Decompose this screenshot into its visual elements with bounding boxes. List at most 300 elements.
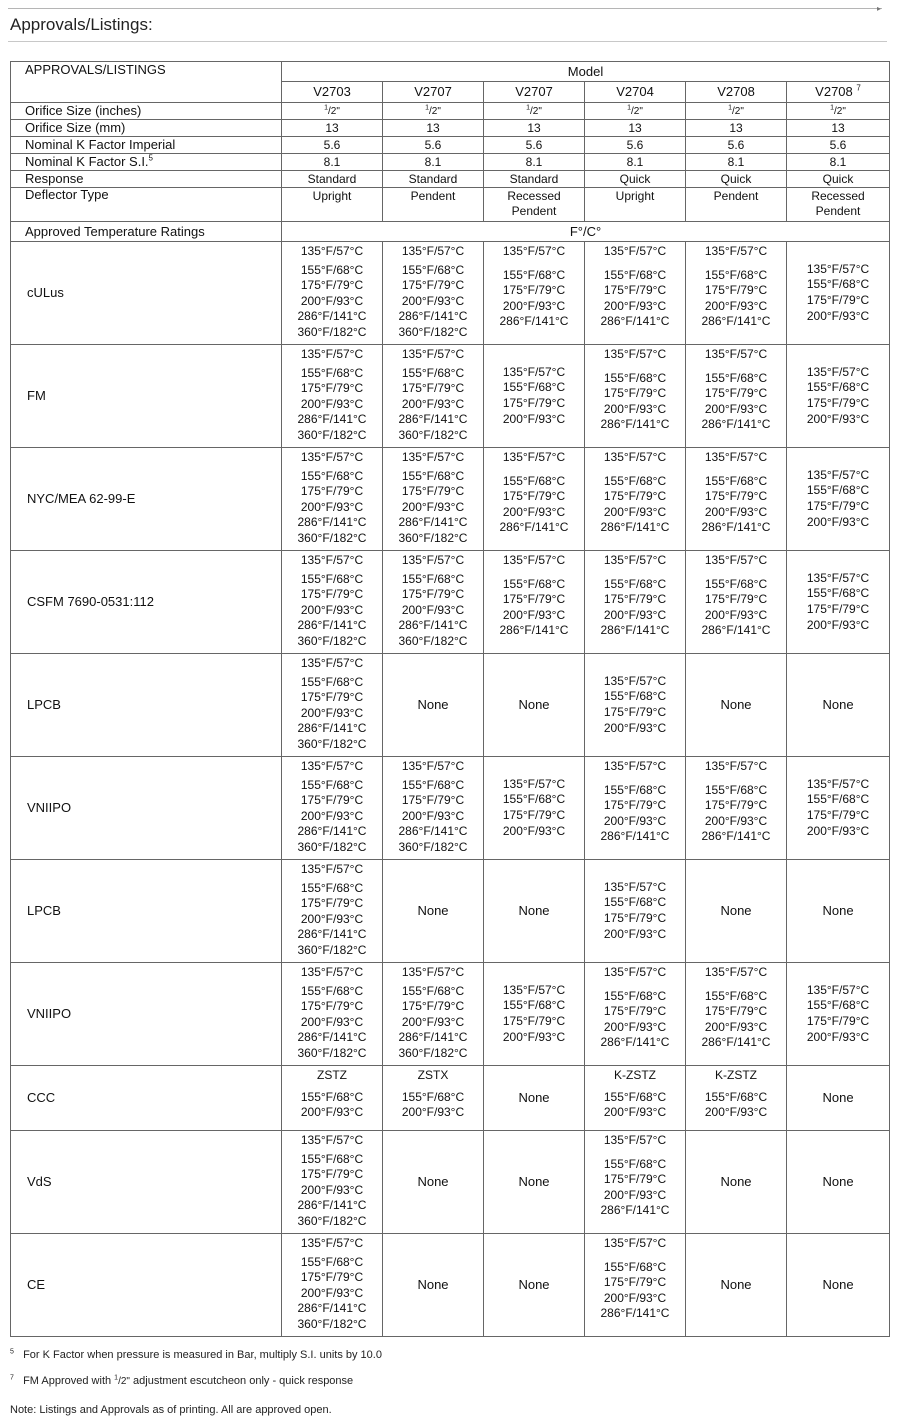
rating-temp: 155°F/68°C (300, 777, 364, 792)
rating-temp: 155°F/68°C (704, 267, 768, 282)
rating-list (702, 553, 771, 639)
spec-value-text: 8.1 (323, 155, 341, 169)
rating-temp: 200°F/93°C (502, 607, 566, 622)
rating-temp: 135°F/57°C (502, 982, 566, 997)
spec-value (282, 137, 383, 154)
orifice-fraction-num: 1 (830, 104, 835, 112)
rating-top: 135°F/57°C (300, 1236, 364, 1250)
rating-temp: 155°F/68°C (704, 370, 768, 385)
rating-temp: 360°F/182°C (398, 324, 468, 339)
rating-temp: 200°F/93°C (401, 808, 465, 823)
rating-cell (787, 860, 890, 963)
rating-spacer (702, 775, 771, 783)
rating-cell (484, 1066, 585, 1131)
spec-value (585, 137, 686, 154)
rating-temp: 175°F/79°C (300, 587, 364, 602)
rating-spacer (500, 260, 569, 268)
rating-temp: 155°F/68°C (502, 380, 566, 395)
spec-value (787, 171, 890, 188)
rating-temp: 155°F/68°C (603, 576, 667, 591)
rating-list (705, 1068, 767, 1121)
rating-list (399, 759, 468, 856)
spec-value (282, 103, 383, 120)
rating-list (822, 1277, 853, 1293)
rating-list (417, 903, 448, 919)
rating-temp: 175°F/79°C (806, 499, 870, 513)
rating-list (298, 1133, 367, 1230)
rating-temp: 200°F/93°C (806, 617, 870, 632)
spec-label-footnote-mark: 5 (148, 153, 153, 163)
rating-temp: 175°F/79°C (502, 396, 566, 410)
rating-cell (383, 345, 484, 448)
rating-temp: 286°F/141°C (600, 1035, 670, 1050)
rating-cell (585, 1066, 686, 1131)
rating-cell (383, 1131, 484, 1234)
rating-temp: 200°F/93°C (704, 813, 768, 828)
spec-value-text: 13 (831, 121, 845, 135)
rating-temp: 175°F/79°C (401, 278, 465, 293)
rating-cell (585, 860, 686, 963)
rating-list (601, 244, 670, 330)
rating-temp: 175°F/79°C (806, 1014, 870, 1028)
approval-row (11, 860, 890, 963)
spec-value (585, 120, 686, 137)
rating-list (298, 1236, 367, 1333)
rating-temp: 135°F/57°C (806, 776, 870, 791)
rating-none: None (417, 1174, 449, 1190)
spec-value (585, 103, 686, 120)
spec-value (282, 171, 383, 188)
spec-label (11, 120, 282, 137)
rating-list (417, 697, 448, 713)
rating-temp: 286°F/141°C (701, 417, 771, 432)
rating-list (807, 571, 869, 633)
rating-temp: 175°F/79°C (401, 793, 465, 808)
rating-list (604, 674, 666, 736)
spec-label (11, 103, 282, 120)
rating-temp: 200°F/93°C (603, 401, 667, 416)
rating-none: None (822, 903, 854, 919)
rating-cell (585, 963, 686, 1066)
rating-temp: 175°F/79°C (401, 484, 465, 499)
rating-list (518, 903, 549, 919)
rating-cell (585, 1234, 686, 1337)
spec-value (686, 188, 787, 222)
rating-temp: 360°F/182°C (297, 736, 367, 751)
rating-list (601, 347, 670, 433)
rating-list (301, 1068, 363, 1121)
rating-list (601, 553, 670, 639)
spec-value-text: 8.1 (727, 155, 745, 169)
rating-list (298, 450, 367, 547)
spec-value (282, 188, 383, 222)
orifice-fraction: $^1$/2" (627, 104, 643, 117)
approval-row (11, 345, 890, 448)
rating-list (807, 983, 869, 1045)
rating-top: 135°F/57°C (603, 1133, 667, 1147)
spec-value-text: 5.6 (727, 138, 745, 152)
rating-temp: 155°F/68°C (502, 267, 566, 282)
rating-temp: 286°F/141°C (398, 618, 468, 633)
rating-temp: 135°F/57°C (806, 570, 870, 585)
rating-temp: 200°F/93°C (603, 720, 667, 735)
rating-temp: 360°F/182°C (398, 1045, 468, 1060)
rating-list (807, 777, 869, 839)
rating-temp: 175°F/79°C (300, 484, 364, 499)
orifice-fraction: $^1$/2" (324, 104, 340, 117)
rating-temp: 200°F/93°C (704, 401, 768, 416)
rating-top: K-ZSTZ (613, 1068, 656, 1082)
rating-list (822, 903, 853, 919)
model-name-text: V2708 (815, 84, 853, 99)
agency-name: NYC/MEA 62-99-E (11, 448, 282, 551)
spec-value (585, 188, 686, 222)
spec-value (585, 154, 686, 171)
rating-temp: 175°F/79°C (502, 489, 566, 504)
rating-temp: 135°F/57°C (502, 776, 566, 791)
rating-temp: 200°F/93°C (806, 1029, 870, 1044)
rating-temp: 175°F/79°C (300, 690, 364, 705)
rating-temp: 135°F/57°C (806, 982, 870, 997)
rating-cell (585, 654, 686, 757)
rating-temp: 286°F/141°C (297, 927, 367, 942)
rating-temp: 200°F/93°C (300, 1182, 364, 1197)
rating-cell (383, 242, 484, 345)
spec-value-text: 13 (426, 121, 440, 135)
spec-value (787, 103, 890, 120)
spec-value (787, 137, 890, 154)
rating-top: 135°F/57°C (300, 759, 364, 773)
spec-value-text: Quick (720, 172, 752, 186)
agency-name: cULus (11, 242, 282, 345)
spec-value-text: 8.1 (829, 155, 847, 169)
footnote-text-after: adjustment escutcheon only - quick response (129, 1375, 354, 1387)
rating-cell (787, 757, 890, 860)
rating-temp: 200°F/93°C (603, 607, 667, 622)
footnote-fraction-den: 2" (120, 1376, 130, 1387)
rating-temp: 360°F/182°C (297, 324, 367, 339)
spec-value (383, 171, 484, 188)
rating-temp: 175°F/79°C (300, 278, 364, 293)
top-rule-arrow-icon: ▸ (877, 4, 882, 13)
rating-temp: 200°F/93°C (300, 293, 364, 308)
rating-list (402, 1068, 464, 1121)
rating-none: None (518, 1277, 550, 1293)
rating-temp: 175°F/79°C (806, 602, 870, 616)
rating-temp: 200°F/93°C (300, 911, 364, 926)
rating-temp: 175°F/79°C (603, 798, 667, 813)
rating-temp: 200°F/93°C (300, 705, 364, 720)
footnote-fraction: $^1$/2" (114, 1374, 130, 1387)
rating-temp: 155°F/68°C (300, 571, 364, 586)
model-name-text: V2703 (313, 84, 351, 99)
rating-top: 135°F/57°C (603, 965, 667, 979)
rating-list (702, 965, 771, 1051)
spec-value (686, 137, 787, 154)
spec-label-text: Nominal K Factor S.I. (25, 154, 149, 169)
rating-list (500, 553, 569, 639)
rating-cell (585, 242, 686, 345)
rating-temp: 286°F/141°C (701, 314, 771, 329)
rating-list (503, 777, 565, 839)
rating-top: 135°F/57°C (603, 347, 667, 361)
rating-cell (787, 1234, 890, 1337)
rating-temp: 200°F/93°C (300, 1014, 364, 1029)
rating-temp: 175°F/79°C (704, 386, 768, 401)
rating-top: 135°F/57°C (603, 759, 667, 773)
rating-cell (282, 1066, 383, 1131)
rating-temp: 286°F/141°C (600, 417, 670, 432)
approval-row (11, 963, 890, 1066)
rating-temp: 175°F/79°C (502, 592, 566, 607)
spec-value-text: Standard (408, 172, 458, 186)
spec-value (686, 103, 787, 120)
rating-list (518, 1090, 549, 1106)
model-name-text: V2707 (414, 84, 452, 99)
spec-label-text: Deflector Type (25, 187, 109, 202)
rating-list (399, 965, 468, 1062)
rating-temp: 155°F/68°C (806, 586, 870, 601)
rating-cell (686, 448, 787, 551)
rating-temp: 175°F/79°C (603, 489, 667, 504)
rating-temp: 200°F/93°C (603, 813, 667, 828)
model-name-text: V2704 (616, 84, 654, 99)
rating-cell (585, 1131, 686, 1234)
rating-cell (686, 551, 787, 654)
rating-temp: 135°F/57°C (603, 879, 667, 894)
approval-row (11, 551, 890, 654)
rating-temp: 360°F/182°C (297, 530, 367, 545)
spec-value (686, 171, 787, 188)
rating-cell (686, 963, 787, 1066)
temp-header-row (11, 222, 890, 242)
rating-none: None (822, 1277, 854, 1293)
spec-value (484, 188, 585, 222)
rating-cell (686, 860, 787, 963)
footnote-5 (10, 1349, 382, 1361)
rating-none: None (720, 1174, 752, 1190)
rating-list (298, 347, 367, 444)
rating-temp: 175°F/79°C (806, 808, 870, 822)
rating-cell (484, 757, 585, 860)
spec-value-text: 8.1 (525, 155, 543, 169)
rating-cell (686, 345, 787, 448)
rating-temp: 155°F/68°C (300, 1151, 364, 1166)
rating-temp: 286°F/141°C (297, 824, 367, 839)
spec-value (787, 188, 890, 222)
rating-top: 135°F/57°C (603, 1236, 667, 1250)
rating-spacer (702, 466, 771, 474)
rating-temp: 286°F/141°C (297, 515, 367, 530)
rating-temp: 200°F/93°C (704, 1105, 768, 1120)
rating-temp: 200°F/93°C (704, 504, 768, 519)
agency-name: FM (11, 345, 282, 448)
rating-temp: 286°F/141°C (297, 1030, 367, 1045)
rating-temp: 175°F/79°C (300, 381, 364, 396)
spec-label-text: Orifice Size (inches) (25, 103, 142, 118)
rating-temp: 155°F/68°C (300, 1089, 364, 1104)
spec-value (484, 137, 585, 154)
rating-list (807, 365, 869, 427)
rating-temp: 155°F/68°C (603, 988, 667, 1003)
rating-cell (484, 654, 585, 757)
rating-top: 135°F/57°C (704, 244, 768, 258)
rating-temp: 155°F/68°C (603, 267, 667, 282)
rating-list (601, 1236, 670, 1322)
rating-cell (787, 242, 890, 345)
rating-top: 135°F/57°C (603, 244, 667, 258)
rating-top: 135°F/57°C (401, 450, 465, 464)
temp-header-label: Approved Temperature Ratings (11, 222, 282, 242)
rating-temp: 200°F/93°C (502, 1029, 566, 1044)
agency-name: LPCB (11, 654, 282, 757)
rating-list (298, 553, 367, 650)
rating-temp: 155°F/68°C (401, 777, 465, 792)
rating-temp: 286°F/141°C (701, 1035, 771, 1050)
spec-value-text: Recessed Pendent (811, 189, 865, 218)
rating-list (298, 862, 367, 959)
rating-list (518, 697, 549, 713)
rating-temp: 200°F/93°C (806, 823, 870, 838)
approval-row (11, 1066, 890, 1131)
model-header: Model (282, 62, 890, 82)
rating-spacer (601, 981, 670, 989)
approval-row (11, 757, 890, 860)
rating-temp: 155°F/68°C (300, 983, 364, 998)
rating-temp: 360°F/182°C (297, 942, 367, 957)
rating-temp: 200°F/93°C (300, 602, 364, 617)
footnote-mark: 5 (10, 1348, 14, 1356)
rating-temp: 175°F/79°C (502, 283, 566, 298)
footnote-mark: 7 (10, 1374, 14, 1382)
rating-cell (383, 757, 484, 860)
rating-temp: 155°F/68°C (502, 576, 566, 591)
rating-list (822, 1090, 853, 1106)
rating-temp: 200°F/93°C (603, 1290, 667, 1305)
rating-cell (383, 1066, 484, 1131)
rating-temp: 175°F/79°C (603, 592, 667, 607)
rating-spacer (500, 569, 569, 577)
rating-cell (686, 242, 787, 345)
rating-list (822, 1174, 853, 1190)
rating-top: 135°F/57°C (300, 244, 364, 258)
rating-top: 135°F/57°C (603, 450, 667, 464)
rating-temp: 155°F/68°C (603, 370, 667, 385)
rating-list (518, 1174, 549, 1190)
spec-value-text: 8.1 (424, 155, 442, 169)
spec-value-text: 13 (527, 121, 541, 135)
spec-value-text: Recessed Pendent (507, 189, 561, 218)
rating-spacer (601, 363, 670, 371)
rating-cell (282, 448, 383, 551)
rating-temp: 155°F/68°C (704, 782, 768, 797)
rating-spacer (601, 260, 670, 268)
rating-list (417, 1174, 448, 1190)
rating-top: 135°F/57°C (300, 862, 364, 876)
rating-temp: 155°F/68°C (401, 262, 465, 277)
spec-value-text: 13 (628, 121, 642, 135)
rating-temp: 360°F/182°C (297, 1045, 367, 1060)
rating-temp: 175°F/79°C (401, 999, 465, 1014)
rating-list (807, 262, 869, 324)
rating-top: ZSTZ (316, 1068, 347, 1082)
rating-temp: 200°F/93°C (806, 411, 870, 426)
rating-temp: 200°F/93°C (704, 607, 768, 622)
approvals-table (10, 61, 890, 1337)
spec-value-text: Upright (615, 189, 655, 203)
spec-value (484, 120, 585, 137)
rating-temp: 175°F/79°C (704, 1004, 768, 1019)
agency-name: CSFM 7690-0531:112 (11, 551, 282, 654)
spec-row (11, 171, 890, 188)
rating-spacer (601, 775, 670, 783)
rating-temp: 286°F/141°C (499, 623, 569, 638)
rating-temp: 175°F/79°C (300, 896, 364, 911)
rating-none: None (822, 1174, 854, 1190)
rating-temp: 286°F/141°C (600, 1306, 670, 1321)
rating-list (399, 553, 468, 650)
rating-temp: 155°F/68°C (806, 277, 870, 292)
rating-top: 135°F/57°C (300, 553, 364, 567)
rating-temp: 175°F/79°C (704, 798, 768, 813)
rating-list (822, 697, 853, 713)
spec-label (11, 188, 282, 222)
rating-temp: 135°F/57°C (603, 673, 667, 688)
spec-value (787, 120, 890, 137)
spec-label (11, 171, 282, 188)
rating-temp: 200°F/93°C (300, 808, 364, 823)
rating-temp: 155°F/68°C (704, 1089, 768, 1104)
rating-top: 135°F/57°C (401, 553, 465, 567)
header-row-model (11, 62, 890, 82)
rating-list (601, 450, 670, 536)
rating-temp: 155°F/68°C (300, 262, 364, 277)
rating-list (298, 965, 367, 1062)
rating-temp: 286°F/141°C (297, 618, 367, 633)
rating-spacer (500, 466, 569, 474)
rating-cell (383, 1234, 484, 1337)
rating-temp: 200°F/93°C (502, 298, 566, 313)
rating-temp: 286°F/141°C (398, 824, 468, 839)
rating-cell (585, 345, 686, 448)
spec-value (383, 188, 484, 222)
rating-temp: 360°F/182°C (297, 1316, 367, 1331)
approval-row (11, 1234, 890, 1337)
rating-temp: 175°F/79°C (603, 386, 667, 401)
footnote-text: For K Factor when pressure is measured in Bar, multiply S.I. units by 10.0 (23, 1349, 382, 1361)
model-name (282, 82, 383, 103)
rating-list (720, 697, 751, 713)
rating-temp: 286°F/141°C (499, 520, 569, 535)
rating-cell (787, 963, 890, 1066)
rating-cell (282, 1234, 383, 1337)
rating-temp: 360°F/182°C (297, 427, 367, 442)
rating-temp: 175°F/79°C (603, 705, 667, 719)
rating-temp: 155°F/68°C (806, 380, 870, 395)
rating-list (500, 244, 569, 330)
rating-temp: 175°F/79°C (806, 293, 870, 307)
rating-temp: 155°F/68°C (704, 576, 768, 591)
rating-cell (787, 1066, 890, 1131)
rating-temp: 200°F/93°C (806, 514, 870, 529)
rating-top: 135°F/57°C (300, 450, 364, 464)
temp-unit-header: F°/C° (282, 222, 890, 242)
rating-temp: 286°F/141°C (600, 314, 670, 329)
rating-cell (787, 654, 890, 757)
rating-temp: 286°F/141°C (398, 412, 468, 427)
rating-temp: 155°F/68°C (502, 792, 566, 807)
spec-value-text: 13 (729, 121, 743, 135)
